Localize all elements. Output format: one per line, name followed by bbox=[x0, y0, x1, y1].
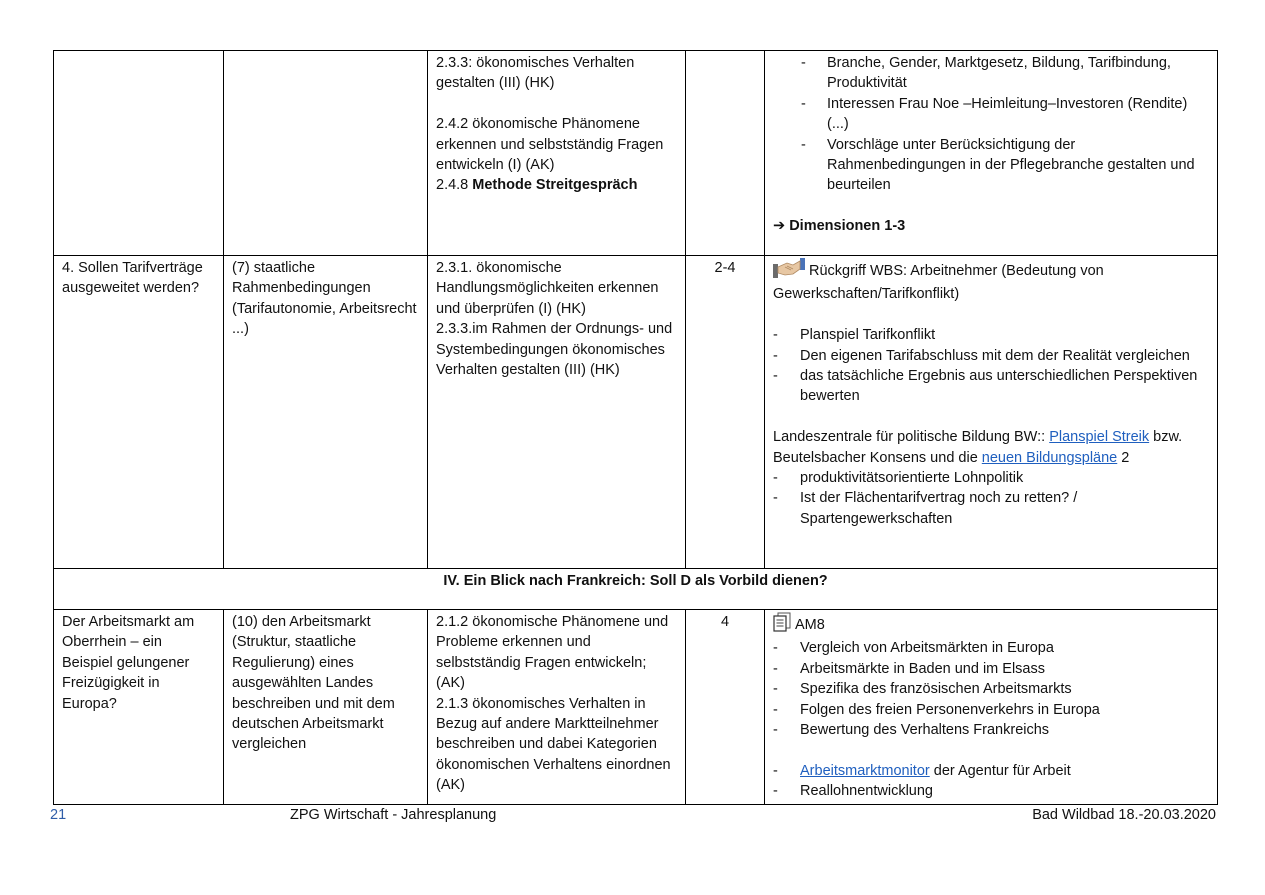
table-row bbox=[54, 51, 1218, 256]
list-item: - Arbeitsmarktmonitor der Agentur für Arbeit bbox=[773, 761, 1209, 781]
section-heading: IV. Ein Blick nach Frankreich: Soll D als Vorbild dienen? bbox=[54, 569, 1218, 610]
section-row bbox=[54, 569, 1218, 610]
table-row bbox=[54, 610, 1218, 805]
competency-text: 2.3.3.im Rahmen der Ordnungs- und Systembedingungen ökonomisches Verhalten gestalten (III) (HK) bbox=[436, 321, 673, 379]
competency-text: 2.4.8 Methode Streitgespräch bbox=[436, 177, 638, 194]
documents-icon bbox=[773, 612, 791, 638]
competencies-cell bbox=[428, 256, 686, 569]
list-item: - Bewertung des Verhaltens Frankreichs bbox=[773, 720, 1209, 740]
competency-text: 2.3.1. ökonomische Handlungsmöglichkeiten erkennen und überprüfen (I) (HK) bbox=[436, 260, 659, 317]
footer-title: ZPG Wirtschaft - Jahresplanung bbox=[290, 807, 497, 823]
material-note: AM8 bbox=[773, 612, 1209, 638]
page-number: 21 bbox=[50, 807, 67, 823]
source-note: Landeszentrale für politische Bildung BW:: Planspiel Streik bzw. Beutelsbacher Konsens und die neuen Bildungspläne 2 bbox=[773, 429, 1183, 466]
list-item: - das tatsächliche Ergebnis aus unterschiedlichen Perspektiven bewerten bbox=[773, 366, 1209, 407]
handshake-icon bbox=[773, 258, 805, 284]
list-item: - Branche, Gender, Marktgesetz, Bildung, Tarifbindung, Produktivität bbox=[773, 53, 1209, 94]
competency-text: 2.4.2 ökonomische Phänomene erkennen und selbstständig Fragen entwickeln (I) (AK) bbox=[436, 116, 664, 174]
list-item: - Ist der Flächentarifvertrag noch zu retten? / Spartengewerkschaften bbox=[773, 488, 1209, 529]
list-item: - produktivitätsorientierte Lohnpolitik bbox=[773, 468, 1209, 488]
arbeitsmarktmonitor-link[interactable]: Arbeitsmarktmonitor bbox=[800, 762, 930, 779]
list-item: - Arbeitsmärkte in Baden und im Elsass bbox=[773, 659, 1209, 679]
bildungsplaene-link[interactable]: neuen Bildungspläne bbox=[981, 449, 1118, 466]
list-item: - Spezifika des französischen Arbeitsmarkts bbox=[773, 679, 1209, 699]
hours-cell: 2-4 bbox=[686, 256, 765, 569]
topic-cell: 4. Sollen Tarifverträge ausgeweitet werden? bbox=[54, 256, 224, 569]
dimensions-note: ➔ Dimensionen 1-3 bbox=[773, 218, 906, 235]
notes-cell bbox=[765, 51, 1218, 256]
competencies-cell bbox=[428, 610, 686, 805]
notes-list bbox=[773, 468, 1209, 529]
notes-cell bbox=[765, 256, 1218, 569]
competency-text: 2.1.2 ökonomische Phänomene und Probleme erkennen und selbstständig Fragen entwickeln; (AK) bbox=[436, 614, 669, 692]
notes-list bbox=[773, 53, 1209, 196]
notes-list bbox=[773, 325, 1209, 407]
notes-cell bbox=[765, 610, 1218, 805]
competency-text: 2.1.3 ökonomisches Verhalten in Bezug auf andere Marktteilnehmer beschreiben und dabei Kategorien ökonomischen Verhaltens einordnen (AK) bbox=[436, 695, 671, 794]
list-item: - Folgen des freien Personenverkehrs in Europa bbox=[773, 700, 1209, 720]
planspiel-streik-link[interactable]: Planspiel Streik bbox=[1049, 429, 1150, 446]
notes-list bbox=[773, 761, 1209, 802]
notes-list bbox=[773, 638, 1209, 740]
list-item: - Vergleich von Arbeitsmärkten in Europa bbox=[773, 638, 1209, 658]
topic-cell: Der Arbeitsmarkt am Oberrhein – ein Beispiel gelungener Freizügigkeit in Europa? bbox=[54, 610, 224, 805]
content-cell: (7) staatliche Rahmenbedingungen (Tarifautonomie, Arbeitsrecht ...) bbox=[224, 256, 428, 569]
recall-note: Rückgriff WBS: Arbeitnehmer (Bedeutung von Gewerkschaften/Tarifkonflikt) bbox=[773, 258, 1209, 305]
list-item: - Interessen Frau Noe –Heimleitung–Investoren (Rendite) (...) bbox=[773, 94, 1209, 135]
list-item: - Vorschläge unter Berücksichtigung der Rahmenbedingungen in der Pflegebranche gestalten und beurteilen bbox=[773, 135, 1209, 196]
arrow-icon: ➔ bbox=[773, 218, 786, 235]
topic-cell bbox=[54, 51, 224, 256]
list-item: - Reallohnentwicklung bbox=[773, 781, 1209, 801]
list-item: - Planspiel Tarifkonflikt bbox=[773, 325, 1209, 345]
content-cell: (10) den Arbeitsmarkt (Struktur, staatliche Regulierung) eines ausgewählten Landes beschreiben und mit dem deutschen Arbeitsmarkt vergleichen bbox=[224, 610, 428, 805]
hours-cell: 4 bbox=[686, 610, 765, 805]
footer-location-date: Bad Wildbad 18.-20.03.2020 bbox=[1032, 807, 1216, 823]
list-item: - Den eigenen Tarifabschluss mit dem der Realität vergleichen bbox=[773, 346, 1209, 366]
curriculum-table bbox=[53, 50, 1218, 805]
competency-text: 2.3.3: ökonomisches Verhalten gestalten (III) (HK) bbox=[436, 55, 635, 92]
content-cell bbox=[224, 51, 428, 256]
competencies-cell bbox=[428, 51, 686, 256]
hours-cell bbox=[686, 51, 765, 256]
table-row bbox=[54, 256, 1218, 569]
